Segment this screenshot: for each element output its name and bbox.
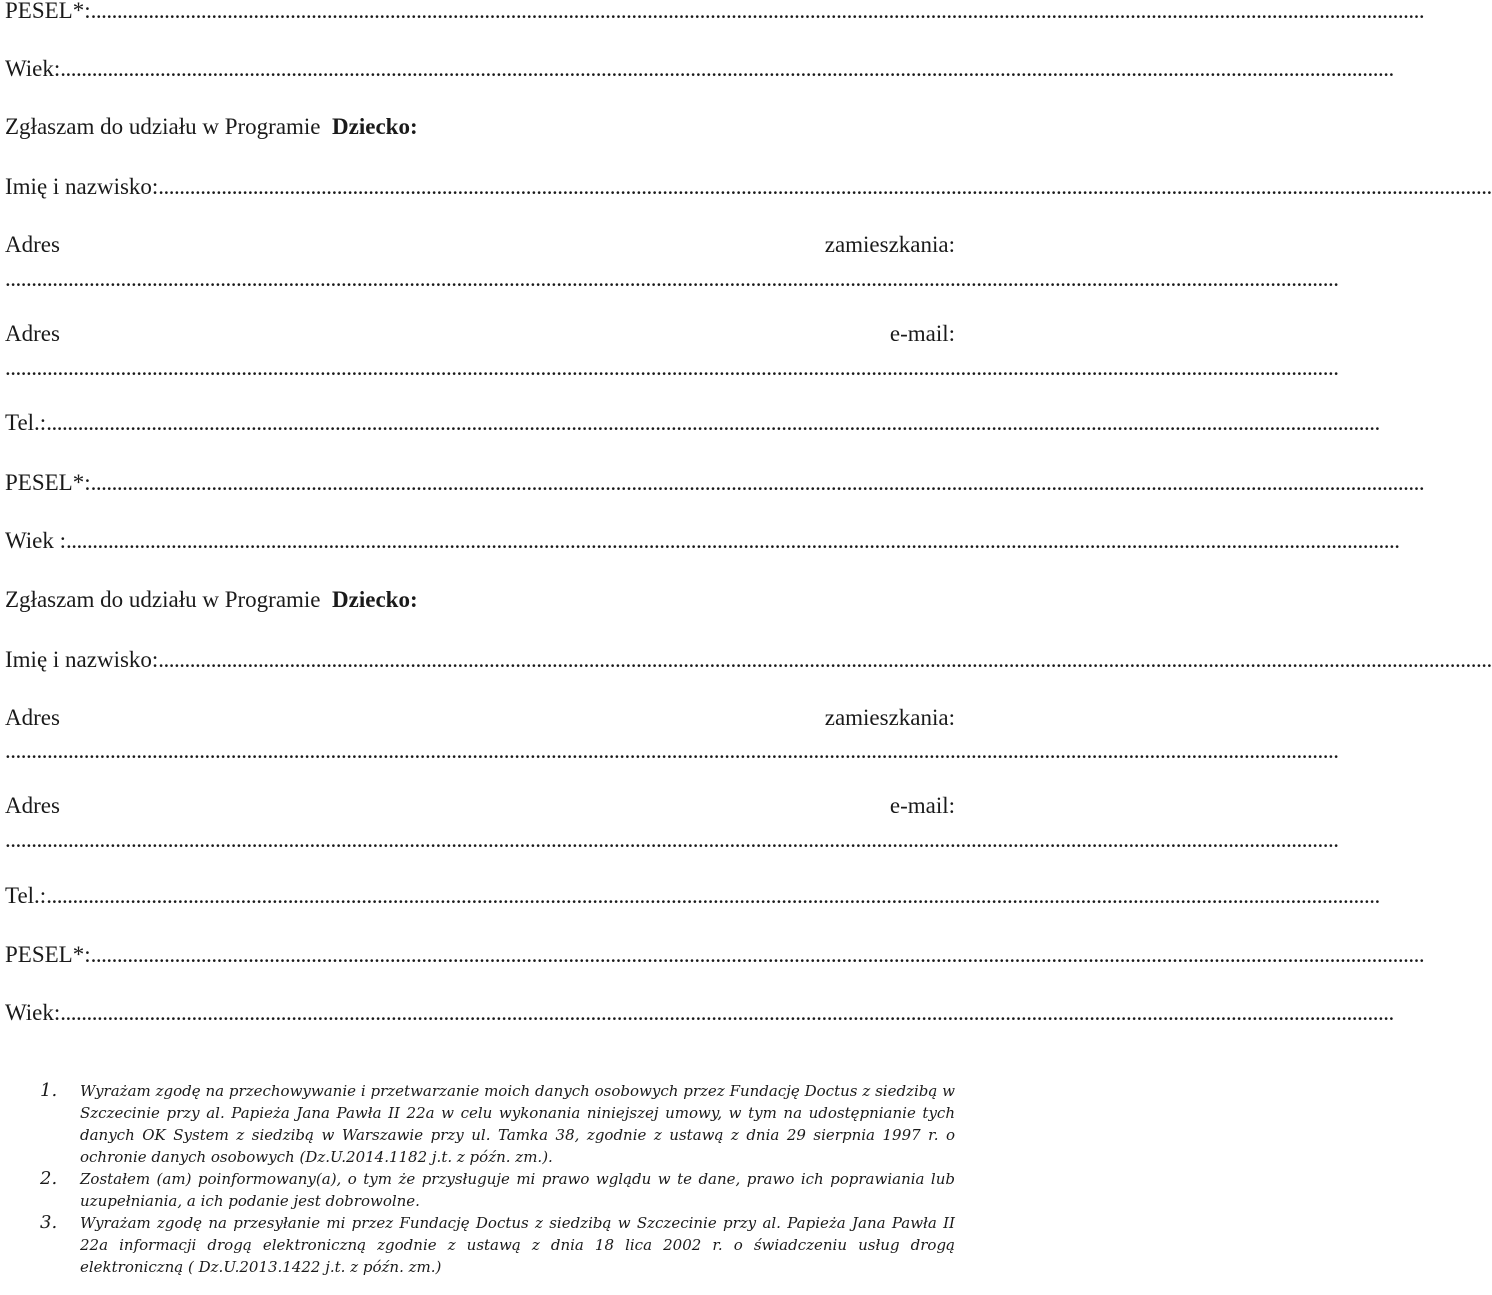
consent-clause (5, 1080, 955, 1168)
clause-number: 2. (40, 1168, 58, 1189)
address-label-left: Adres (5, 232, 60, 257)
tel-field-row (5, 408, 1380, 438)
child-heading-text: Zgłaszam do udziału w Programie (5, 114, 321, 139)
child-heading-bold: Dziecko: (332, 587, 418, 612)
pesel-label: PESEL*: (5, 0, 91, 23)
pesel-field[interactable]: .............................................................................................................................................................................................................................................................. (90, 942, 1425, 967)
consent-clause (5, 1212, 955, 1278)
tel-label: Tel.: (5, 883, 47, 908)
tel-field-row (5, 881, 1380, 911)
name-label: Imię i nazwisko: (5, 174, 159, 199)
address-field[interactable]: .............................................................................................................................................................................................................................................................. (5, 738, 1339, 763)
clause-text: Wyrażam zgodę na przechowywanie i przetwarzanie moich danych osobowych przez Fundację Doctus z siedzibą w Szczecinie przy al. Papieża Jana Pawła II 22a w celu wykonania niniejszej umowy, w tym na udostępnianie tych danych OK System z siedzibą w Warszawie przy ul. Tamka 38, zgodnie z ustawą z dnia 29 sierpnia 1997 r. o ochronie danych osobowych (Dz.U.2014.1182 j.t. z późn. zm.). (80, 1082, 955, 1166)
child-heading-text: Zgłaszam do udziału w Programie (5, 587, 321, 612)
email-label-row (5, 319, 955, 349)
age-label: Wiek: (5, 1000, 61, 1025)
email-field[interactable]: .............................................................................................................................................................................................................................................................. (5, 355, 1339, 380)
child-heading (5, 112, 418, 142)
clause-text: Zostałem (am) poinformowany(a), o tym że przysługuje mi prawo wglądu w te dane, prawo ich poprawiania lub uzupełniania, a ich podanie jest dobrowolne. (80, 1170, 955, 1210)
age-field-row (5, 54, 1394, 84)
email-label-row (5, 791, 955, 821)
clause-number: 1. (40, 1080, 58, 1101)
email-label-right: e-mail: (889, 321, 955, 346)
tel-label: Tel.: (5, 410, 47, 435)
pesel-field[interactable]: .............................................................................................................................................................................................................................................................. (90, 0, 1425, 23)
clause-number: 3. (40, 1212, 58, 1233)
pesel-field[interactable]: .............................................................................................................................................................................................................................................................. (90, 470, 1425, 495)
age-field[interactable]: .............................................................................................................................................................................................................................................................. (60, 56, 1394, 81)
tel-field[interactable]: .............................................................................................................................................................................................................................................................. (46, 883, 1380, 908)
consent-clause (5, 1168, 955, 1212)
age-label: Wiek: (5, 56, 61, 81)
address-label-row (5, 230, 955, 260)
consent-clauses (5, 1080, 955, 1278)
name-field-row (5, 645, 1492, 675)
address-label-right: zamieszkania: (824, 705, 955, 730)
name-field[interactable]: .............................................................................................................................................................................................................................................................. (158, 174, 1492, 199)
pesel-field-row (5, 0, 1425, 26)
address-field[interactable]: .............................................................................................................................................................................................................................................................. (5, 266, 1339, 291)
pesel-field-row (5, 468, 1425, 498)
child-heading-bold: Dziecko: (332, 114, 418, 139)
email-label-right: e-mail: (889, 793, 955, 818)
pesel-field-row (5, 940, 1425, 970)
address-label-right: zamieszkania: (824, 232, 955, 257)
clause-text: Wyrażam zgodę na przesyłanie mi przez Fundację Doctus z siedzibą w Szczecinie przy al. Papieża Jana Pawła II 22a informacji drogą elektroniczną zgodnie z ustawą z dnia 18 lica 2002 r. o świadczeniu usług drogą elektroniczną ( Dz.U.2013.1422 j.t. z późn. zm.) (80, 1214, 955, 1276)
address-label-left: Adres (5, 705, 60, 730)
address-label-row (5, 703, 955, 733)
pesel-label: PESEL*: (5, 470, 91, 495)
email-field[interactable]: .............................................................................................................................................................................................................................................................. (5, 827, 1339, 852)
pesel-label: PESEL*: (5, 942, 91, 967)
age-field-row (5, 526, 1400, 556)
age-field[interactable]: .............................................................................................................................................................................................................................................................. (66, 528, 1400, 553)
age-field-row (5, 998, 1394, 1028)
name-field-row (5, 172, 1492, 202)
email-label-left: Adres (5, 793, 60, 818)
child-heading (5, 585, 418, 615)
age-label: Wiek : (5, 528, 67, 553)
name-label: Imię i nazwisko: (5, 647, 159, 672)
name-field[interactable]: .............................................................................................................................................................................................................................................................. (158, 647, 1492, 672)
tel-field[interactable]: .............................................................................................................................................................................................................................................................. (46, 410, 1380, 435)
age-field[interactable]: .............................................................................................................................................................................................................................................................. (60, 1000, 1394, 1025)
email-label-left: Adres (5, 321, 60, 346)
